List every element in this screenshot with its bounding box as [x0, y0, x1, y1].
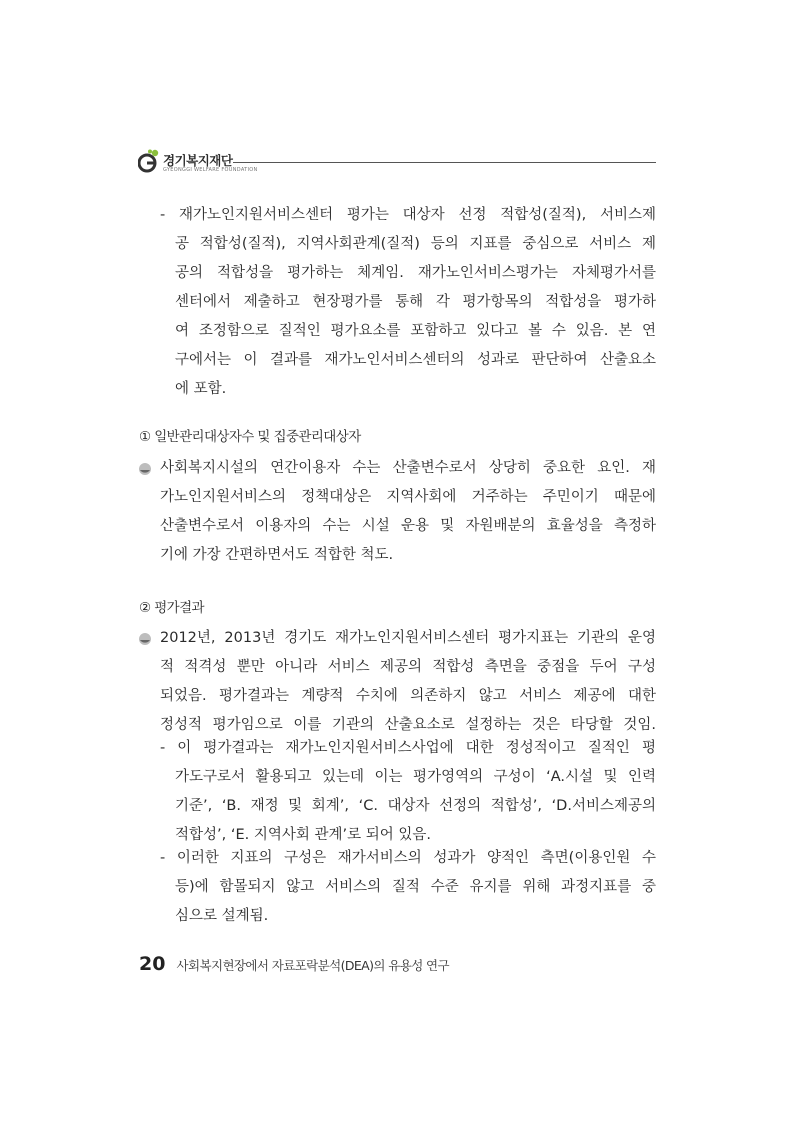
section2-line: 정성적 평가임으로 이를 기관의 산출요소로 설정하는 것은 타당할 것임.: [160, 717, 656, 733]
section2-line: 되었음. 평가결과는 계량적 수치에 의존하지 않고 서비스 제공에 대한: [160, 688, 656, 704]
section-heading-2: ② 평가결과: [139, 600, 204, 616]
subitem-line: 등)에 함몰되지 않고 서비스의 질적 수준 유지를 위해 과정지표를 중: [175, 879, 656, 895]
header-divider: [233, 162, 656, 163]
section1-line: 산출변수로서 이용자의 수는 시설 운용 및 자원배분의 효율성을 측정하: [160, 518, 656, 534]
section2-line: 적 적격성 뿐만 아니라 서비스 제공의 적합성 측면을 중점을 두어 구성: [160, 659, 656, 675]
page-header: [138, 148, 656, 178]
intro-line: 센터에서 제출하고 현장평가를 통해 각 평가항목의 적합성을 평가하: [175, 294, 656, 310]
intro-line: 에 포함.: [175, 381, 227, 397]
footer-title: 사회복지현장에서 자료포락분석(DEA)의 유용성 연구: [176, 958, 449, 973]
section1-line: 기에 가장 간편하면서도 적합한 척도.: [160, 547, 394, 563]
subitem-line: - 이 평가결과는 재가노인지원서비스사업에 대한 정성적이고 질적인 평: [160, 740, 656, 756]
subitem-line: 적합성’, ‘E. 지역사회 관계’로 되어 있음.: [175, 827, 431, 843]
org-name: 경기복지재단: [163, 153, 233, 168]
page-number: 20: [139, 953, 166, 975]
bullet-icon: [138, 462, 152, 476]
intro-line: 공 적합성(질적), 지역사회관계(질적) 등의 지표를 중심으로 서비스 제: [175, 236, 656, 252]
bullet-icon: [138, 632, 152, 646]
section1-line: 가노인지원서비스의 정책대상은 지역사회에 거주하는 주민이기 때문에: [160, 489, 656, 505]
page-footer: [139, 953, 449, 975]
intro-line: 공의 적합성을 평가하는 체계임. 재가노인서비스평가는 자체평가서를: [175, 265, 656, 281]
intro-line: 여 조정함으로 질적인 평가요소를 포함하고 있다고 볼 수 있음. 본 연: [175, 323, 656, 339]
section1-line: 사회복지시설의 연간이용자 수는 산출변수로서 상당히 중요한 요인. 재: [160, 460, 656, 476]
section2-line: 2012년, 2013년 경기도 재가노인지원서비스센터 평가지표는 기관의 운영: [160, 630, 656, 646]
org-subtitle: GYEONGGI WELFARE FOUNDATION: [163, 167, 258, 173]
subitem-line: 심으로 설계됨.: [175, 908, 269, 924]
subitem-line: 기준’, ‘B. 재정 및 회계’, ‘C. 대상자 선정의 적합성’, ‘D.서비스제공의: [175, 798, 656, 814]
foundation-logo-icon: [138, 148, 160, 176]
subitem-line: - 이러한 지표의 구성은 재가서비스의 성과가 양적인 측면(이용인원 수: [160, 850, 656, 866]
intro-line: - 재가노인지원서비스센터 평가는 대상자 선정 적합성(질적), 서비스제: [160, 207, 656, 223]
section-heading-1: ① 일반관리대상자수 및 집중관리대상자: [139, 429, 361, 445]
intro-line: 구에서는 이 결과를 재가노인서비스센터의 성과로 판단하여 산출요소: [175, 352, 656, 368]
subitem-line: 가도구로서 활용되고 있는데 이는 평가영역의 구성이 ‘A.시설 및 인력: [175, 769, 656, 785]
